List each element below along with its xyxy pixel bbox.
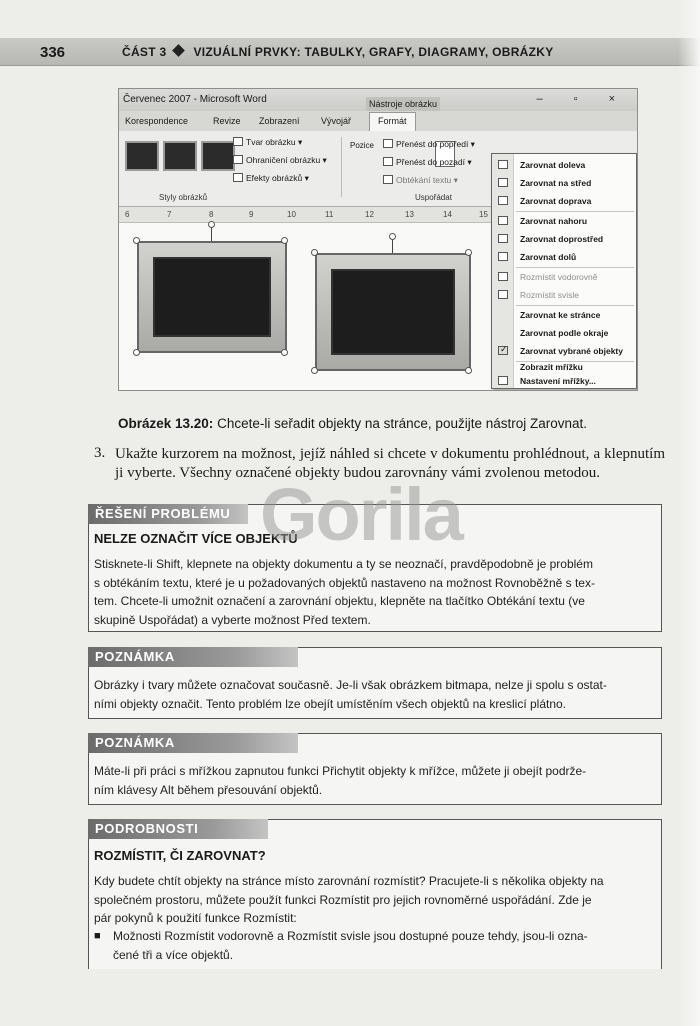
- menu-item-align-bottom[interactable]: [492, 248, 636, 266]
- diamond-icon: [173, 44, 186, 57]
- align-left-icon: [498, 160, 508, 169]
- rotation-handle[interactable]: [208, 221, 215, 228]
- menu-item-align-to-page[interactable]: [492, 306, 636, 324]
- text-line: s obtékáním textu, které je u požadovaných objektů nastaveno na možnost Rovnoběžně s tex-: [94, 575, 595, 590]
- align-dropdown-menu: [491, 153, 637, 389]
- ribbon-tabs: [119, 111, 637, 131]
- figure-caption: [118, 416, 638, 431]
- page-edge-shading: [678, 0, 700, 1026]
- text-line: ními objekty označit. Tento problém lze obejít umístěním všech objektů na kreslicí plátno.: [94, 696, 567, 711]
- bring-to-front-button[interactable]: Přenést do popředí ▾: [383, 139, 475, 150]
- details-box: [88, 819, 662, 969]
- chapter-label: ČÁST 3: [122, 45, 167, 59]
- menu-item-label: Zarovnat ke stránce: [520, 310, 601, 320]
- menu-item-label: Nastavení mřížky...: [520, 376, 596, 386]
- bring-forward-icon: [383, 139, 393, 148]
- send-backward-icon: [383, 157, 393, 166]
- menu-item-align-top[interactable]: [492, 212, 636, 230]
- shape-icon: [233, 137, 243, 146]
- send-to-back-button[interactable]: Přenést do pozadí ▾: [383, 157, 472, 168]
- menu-item-distribute-vertically: [492, 286, 636, 304]
- menu-item-label: Zobrazit mřížku: [520, 362, 583, 372]
- style-thumbnail[interactable]: [163, 141, 197, 171]
- picture-border-label: Ohraničení obrázku: [246, 155, 321, 165]
- troubleshooting-box: [88, 504, 662, 632]
- window-controls[interactable]: – ▫ ×: [536, 93, 629, 105]
- resize-handle[interactable]: [281, 349, 288, 356]
- menu-item-label: Zarovnat vybrané objekty: [520, 346, 623, 356]
- box-paragraph: [94, 676, 654, 713]
- menu-item-label: Zarovnat doprava: [520, 196, 592, 206]
- resize-handle[interactable]: [281, 237, 288, 244]
- menu-item-align-left[interactable]: [492, 156, 636, 174]
- text-line: Kdy budete chtít objekty na stránce místo zarovnání rozmístit? Pracujete-li s několika objekty na: [94, 874, 604, 888]
- pencil-icon: [233, 155, 243, 164]
- text-line: Možnosti Rozmístit vodorovně a Rozmístit svisle jsou dostupné pouze tehdy, jsou-li ozna-: [113, 929, 588, 943]
- tab-zobrazeni[interactable]: Zobrazení: [259, 116, 300, 126]
- align-right-icon: [498, 196, 508, 205]
- box-title: ROZMÍSTIT, ČI ZAROVNAT?: [94, 848, 266, 863]
- text-line: tem. Chcete-li umožnit označení a zarovnání objektu, klepněte na tlačítko Obtékání textu (ve: [94, 594, 585, 608]
- align-middle-icon: [498, 234, 508, 243]
- box-title: NELZE OZNAČIT VÍCE OBJEKTŮ: [94, 531, 298, 546]
- position-button[interactable]: [347, 141, 377, 197]
- menu-item-show-grid[interactable]: [492, 361, 636, 375]
- tab-revize[interactable]: Revize: [213, 116, 241, 126]
- caption-text: Chcete-li seřadit objekty na stránce, použijte nástroj Zarovnat.: [217, 416, 588, 431]
- align-bottom-icon: [498, 252, 508, 261]
- text-line: čené tři a více objektů.: [113, 947, 234, 962]
- menu-item-align-center[interactable]: [492, 174, 636, 192]
- ruler-tick: 10: [287, 210, 296, 219]
- ruler-tick: 12: [365, 210, 374, 219]
- tab-format[interactable]: Formát: [369, 112, 416, 131]
- distribute-horizontal-icon: [498, 272, 508, 281]
- tab-vyvojar[interactable]: Vývojář: [321, 116, 352, 126]
- menu-item-label: Zarovnat na střed: [520, 178, 592, 188]
- resize-handle[interactable]: [311, 249, 318, 256]
- picture-effects-label: Efekty obrázků: [246, 173, 303, 183]
- text-wrapping-button[interactable]: Obtékání textu ▾: [383, 175, 458, 186]
- menu-item-label: Rozmístit svisle: [520, 290, 580, 300]
- menu-item-align-middle[interactable]: [492, 230, 636, 248]
- note-box: [88, 733, 662, 805]
- checkmark-icon: [498, 346, 508, 355]
- group-separator: [341, 137, 342, 197]
- word-screenshot-figure: [118, 88, 638, 391]
- distribute-vertical-icon: [498, 290, 508, 299]
- menu-item-label: Zarovnat doprostřed: [520, 234, 604, 244]
- align-top-icon: [498, 216, 508, 225]
- picture-effects-button[interactable]: Efekty obrázků ▾: [233, 173, 309, 184]
- step-text: Ukažte kurzorem na možnost, jejíž náhled si chcete v dokumentu prohlédnout, a klepnutím ji vyberte. Všechny označené objekty budou zarovnány vámi zvolenou metodou.: [115, 446, 665, 481]
- arrange-group-label: Uspořádat: [415, 193, 452, 202]
- text-line: ním klávesy Alt během přesouvání objektů.: [94, 782, 323, 797]
- menu-item-align-selected-objects[interactable]: [492, 342, 636, 360]
- rotation-handle-line: [392, 239, 393, 253]
- bring-to-front-label: Přenést do popředí: [396, 139, 469, 149]
- rotation-handle[interactable]: [389, 233, 396, 240]
- box-label: PODROBNOSTI: [88, 819, 268, 839]
- note-box: [88, 647, 662, 719]
- menu-item-align-right[interactable]: [492, 192, 636, 210]
- menu-item-label: Zarovnat dolů: [520, 252, 577, 262]
- menu-item-distribute-horizontally: [492, 268, 636, 286]
- ruler-tick: 14: [443, 210, 452, 219]
- resize-handle[interactable]: [133, 349, 140, 356]
- chapter-heading: [122, 45, 554, 59]
- align-center-icon: [498, 178, 508, 187]
- ruler-tick: 8: [209, 210, 214, 219]
- resize-handle[interactable]: [311, 367, 318, 374]
- box-label: ŘEŠENÍ PROBLÉMU: [88, 504, 248, 524]
- tab-korespondence[interactable]: Korespondence: [125, 116, 189, 126]
- text-line: Stisknete-li Shift, klepnete na objekty dokumentu a ty se neoznačí, pravděpodobně je problém: [94, 557, 593, 571]
- section-title: VIZUÁLNÍ PRVKY: TABULKY, GRAFY, DIAGRAMY, OBRÁZKY: [193, 45, 554, 59]
- framed-picture-clownfish[interactable]: [315, 253, 471, 371]
- effects-icon: [233, 173, 243, 182]
- resize-handle[interactable]: [465, 367, 472, 374]
- caption-label: Obrázek 13.20:: [118, 416, 214, 431]
- text-wrapping-label: Obtékání textu: [396, 175, 452, 185]
- bullet-item: [113, 927, 653, 964]
- text-line: společném prostoru, můžete použít funkci Rozmístit pro jejich rovnoměrné uspořádání. Zde je: [94, 892, 592, 907]
- send-to-back-label: Přenést do pozadí: [396, 157, 465, 167]
- resize-handle[interactable]: [133, 237, 140, 244]
- window-titlebar: [119, 89, 637, 111]
- picture-border-button[interactable]: Ohraničení obrázku ▾: [233, 155, 327, 166]
- style-thumbnail[interactable]: [125, 141, 159, 171]
- context-tab-picture-tools[interactable]: Nástroje obrázku: [366, 97, 440, 111]
- position-label: Pozice: [349, 141, 374, 150]
- coral-photo: [153, 257, 271, 337]
- menu-item-label: Rozmístit vodorovně: [520, 272, 598, 282]
- text-line: Máte-li při práci s mřížkou zapnutou funkci Přichytit objekty k mřížce, můžete ji obejít podrže-: [94, 764, 587, 778]
- ruler-tick: 11: [325, 210, 334, 219]
- text-line: pár pokynů k použití funkce Rozmístit:: [94, 911, 297, 925]
- window-title: Červenec 2007 - Microsoft Word: [123, 94, 267, 105]
- picture-shape-label: Tvar obrázku: [246, 137, 296, 147]
- clownfish-photo: [331, 269, 455, 355]
- ruler-tick: 15: [479, 210, 488, 219]
- menu-item-align-to-margin[interactable]: [492, 324, 636, 342]
- box-paragraph: [94, 762, 654, 799]
- ruler-tick: 9: [249, 210, 254, 219]
- watermark-logo: Gorila: [260, 473, 462, 556]
- rotation-handle-line: [211, 227, 212, 241]
- menu-item-label: Zarovnat doleva: [520, 160, 586, 170]
- grid-icon: [498, 376, 508, 385]
- step-number: 3.: [94, 445, 106, 461]
- menu-item-grid-settings[interactable]: [492, 374, 636, 389]
- styles-group-label: Styly obrázků: [159, 193, 208, 202]
- bullet-icon: ■: [94, 930, 101, 942]
- ruler-tick: 7: [167, 210, 172, 219]
- page-number: 336: [40, 44, 66, 61]
- style-thumbnail[interactable]: [201, 141, 235, 171]
- ruler-tick: 13: [405, 210, 414, 219]
- box-paragraph: [94, 872, 654, 928]
- box-label: POZNÁMKA: [88, 647, 298, 667]
- resize-handle[interactable]: [465, 249, 472, 256]
- box-paragraph: [94, 555, 654, 629]
- box-label: POZNÁMKA: [88, 733, 298, 753]
- running-header: [0, 38, 700, 66]
- menu-item-label: Zarovnat nahoru: [520, 216, 588, 226]
- text-line: Obrázky i tvary můžete označovat současně. Je-li však obrázkem bitmapa, nelze ji spolu s ostat-: [94, 678, 607, 692]
- text-line: skupině Uspořádat) a vyberte možnost Před textem.: [94, 612, 371, 627]
- ruler-tick: 6: [125, 210, 130, 219]
- picture-styles-gallery[interactable]: [123, 137, 241, 177]
- picture-shape-button[interactable]: Tvar obrázku ▾: [233, 137, 302, 148]
- framed-picture-coral[interactable]: [137, 241, 287, 353]
- text-wrap-icon: [383, 175, 393, 184]
- menu-item-label: Zarovnat podle okraje: [520, 328, 609, 338]
